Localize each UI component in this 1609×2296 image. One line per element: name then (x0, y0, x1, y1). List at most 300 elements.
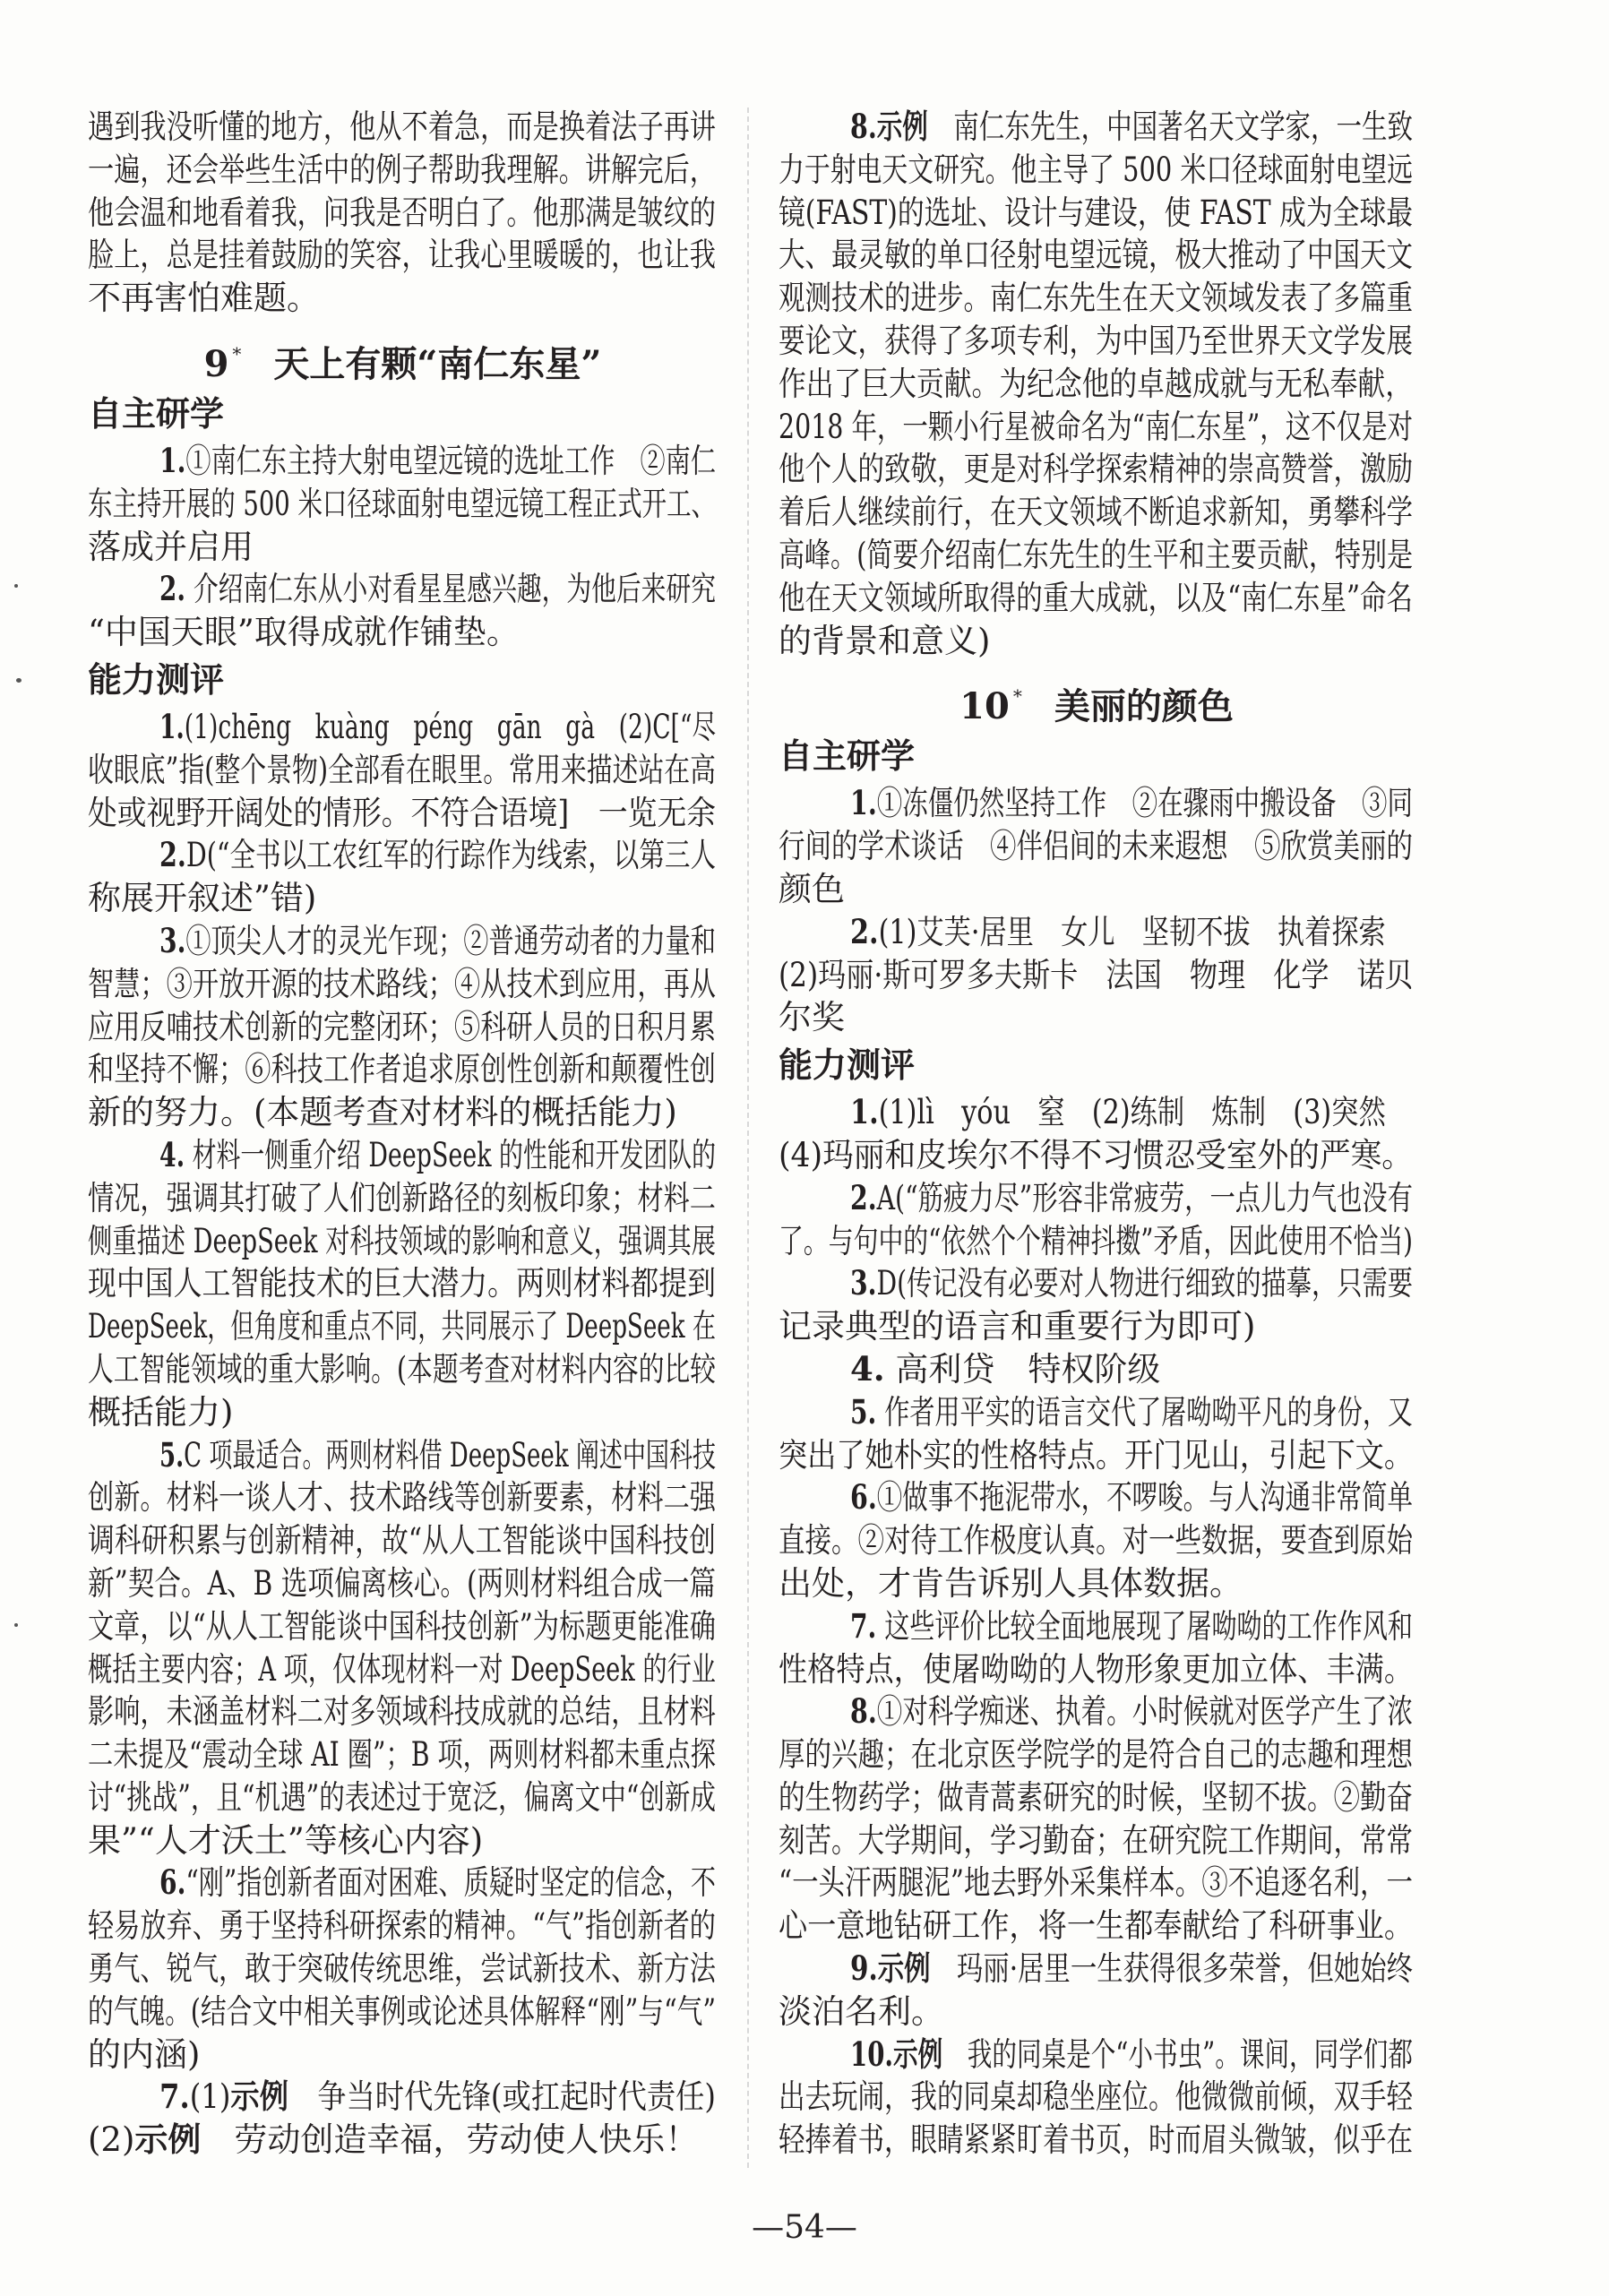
text-line (779, 149, 1415, 192)
item-number: 4. (850, 1348, 885, 1389)
text-line (779, 1391, 1415, 1434)
line-content (779, 1134, 1413, 1177)
line-text: 称展开叙述”错) (88, 879, 317, 918)
line-content (850, 1262, 1413, 1305)
line-text: 新”契合。A、B 选项偏离核心。(两则材料组合成一篇 (88, 1563, 716, 1603)
text-line (88, 1690, 718, 1733)
item-number: 4. (159, 1134, 185, 1174)
item-number: 2. (850, 911, 879, 951)
text-line (779, 996, 1415, 1039)
chapter-number: 9 (203, 342, 229, 385)
line-text: 不再害怕难题。 (88, 279, 320, 318)
text-line (779, 1819, 1415, 1862)
line-content (88, 963, 716, 1006)
line-text: 的气魄。(结合文中相关事例或论述具体解释“刚”与“气” (88, 1991, 716, 2031)
line-text: (2)玛丽·斯可罗多夫斯卡 法国 物理 化学 诺贝 (779, 955, 1413, 994)
line-text: 出去玩闹，我的同桌却稳坐座位。他微微前倾，双手轻 (779, 2077, 1413, 2117)
line-content (779, 448, 1413, 491)
answer-item (779, 1177, 1415, 1263)
item-number: 3. (850, 1263, 877, 1303)
text-line (779, 1605, 1415, 1648)
text-line (88, 1476, 718, 1519)
line-text: 和坚持不懈；⑥科技工作者追求原创性创新和颠覆性创 (88, 1050, 716, 1089)
line-text: 他个人的致敬，更是对科学探索精神的崇高赞誉，激励 (779, 450, 1413, 489)
sub-number: (1) (189, 2077, 231, 2117)
text-line (779, 1690, 1415, 1733)
answer-item (779, 911, 1415, 1039)
line-content (159, 1134, 716, 1177)
line-content (88, 1562, 716, 1605)
item-number: 6. (159, 1862, 186, 1903)
text-line (88, 1091, 718, 1134)
answer-item (88, 706, 718, 834)
line-text: 应用反哺技术创新的完整闭环；⑤科研人员的日积月累 (88, 1007, 716, 1046)
line-text: 创新。材料一谈人才、技术路线等创新要素，材料二强 (88, 1478, 716, 1518)
line-text: 文章，以“从人工智能谈中国科技创新”为标题更能准确 (88, 1606, 716, 1646)
line-content (779, 149, 1413, 192)
text-line (779, 1177, 1415, 1220)
line-text: 观测技术的进步。南仁东先生在天文领域发表了多篇重 (779, 279, 1413, 318)
line-content (779, 491, 1413, 534)
line-text: 玛丽·居里一生获得很多荣誉，但她始终 (930, 1949, 1413, 1989)
line-text: 尔奖 (779, 998, 845, 1037)
text-line (88, 706, 718, 749)
chapter-title (779, 662, 1415, 730)
line-text: “一头汗两腿泥”地去野外采集样本。③不追逐名利，一 (779, 1863, 1413, 1903)
line-content (779, 2076, 1413, 2119)
line-content (779, 320, 1413, 363)
line-text: 脸上，总是挂着鼓励的笑容，让我心里暖暖的，也让我 (88, 236, 716, 275)
example-label: 示例 (893, 2034, 943, 2074)
line-content (159, 2076, 716, 2119)
answer-item (88, 440, 718, 568)
line-content (88, 1948, 716, 1991)
text-line (88, 1048, 718, 1091)
line-text: 心一意地钻研工作，将一生都奉献给了科研事业。 (779, 1906, 1413, 1946)
line-content (88, 1991, 716, 2034)
line-text: 出处，才肯告诉别人具体数据。 (779, 1563, 1243, 1603)
scan-speck (14, 1623, 18, 1627)
line-content (88, 1348, 716, 1391)
example-label: 示例 (134, 2120, 202, 2160)
line-content (88, 1305, 716, 1348)
text-line (88, 568, 718, 611)
text-line (779, 1562, 1415, 1605)
text-line (779, 234, 1415, 277)
item-number: 6. (850, 1477, 877, 1518)
line-text: 讨“挑战”，且“机遇”的表述过于宽泛，偏离文中“创新成 (88, 1777, 716, 1817)
text-line (779, 1091, 1415, 1134)
line-content (850, 1177, 1413, 1220)
line-content (159, 1862, 716, 1905)
line-content (88, 483, 716, 526)
text-line (88, 1434, 718, 1477)
item-number: 8. (850, 1691, 877, 1732)
line-content (779, 234, 1413, 277)
line-content (779, 1776, 1413, 1819)
line-content (88, 1220, 716, 1263)
line-content (779, 192, 1413, 235)
answer-item (779, 1605, 1415, 1691)
line-content (88, 1006, 716, 1049)
answer-item (88, 920, 718, 1134)
line-text: “刚”指创新者面对困难、质疑时坚定的信念，不 (185, 1863, 716, 1903)
answer-item (88, 834, 718, 920)
answer-item (88, 1134, 718, 1434)
line-content (88, 192, 716, 235)
line-text: ①顶尖人才的灵光乍现；②普通劳动者的力量和 (185, 921, 716, 960)
text-line (779, 406, 1415, 449)
line-text: 遇到我没听懂的地方，他从不着急，而是换着法子再讲 (88, 107, 716, 146)
line-text: 勇气、锐气，敢于突破传统思维，尝试新技术、新方法 (88, 1949, 716, 1989)
chapter-name: 天上有颗“南仁东星” (273, 342, 602, 385)
text-line (779, 782, 1415, 825)
text-line (779, 277, 1415, 320)
line-content (88, 1648, 716, 1691)
line-content (88, 749, 716, 792)
item-number: 7. (850, 1605, 877, 1646)
line-text: 收眼底”指(整个景物)全部看在眼里。常用来描述站在高 (88, 750, 716, 789)
line-content (779, 1434, 1413, 1477)
text-line (88, 877, 718, 920)
line-text: 果”“人才沃土”等核心内容) (88, 1820, 484, 1860)
answer-item (88, 568, 718, 654)
text-line (779, 363, 1415, 406)
text-line (88, 1262, 718, 1305)
line-text: 我的同桌是个“小书虫”。课间，同学们都 (942, 2034, 1413, 2074)
line-content (88, 234, 716, 277)
text-line (779, 1519, 1415, 1562)
line-text: C 项最适合。两则材料借 DeepSeek 阐述中国科技 (184, 1435, 717, 1475)
line-text: 智慧；③开放开源的技术路线；④从技术到应用，再从 (88, 964, 716, 1003)
left-column (88, 106, 718, 2162)
line-content (779, 1733, 1413, 1776)
item-number: 8. (850, 107, 877, 146)
line-content (779, 406, 1413, 449)
answer-item (779, 1391, 1415, 1477)
text-line (779, 868, 1415, 911)
line-text: 东主持开展的 500 米口径球面射电望远镜工程正式开工、 (88, 484, 716, 523)
line-text: 的内涵) (88, 2034, 201, 2074)
line-content (850, 1948, 1413, 1991)
line-text: (1)艾芙·居里 女儿 坚韧不拔 执着探索 (878, 912, 1413, 951)
text-line (88, 149, 718, 192)
text-line (779, 1776, 1415, 1819)
text-line (88, 1991, 718, 2034)
item-number: 1. (159, 440, 186, 480)
line-content (88, 1262, 716, 1305)
answer-item (779, 1091, 1415, 1177)
line-content (159, 920, 716, 963)
item-number: 9. (850, 1948, 878, 1989)
line-text: 材料一侧重介绍 DeepSeek 的性能和开发团队的 (185, 1135, 716, 1174)
text-line (779, 1905, 1415, 1948)
line-text: 厚的兴趣；在北京医学院学的是符合自己的志趣和理想 (779, 1735, 1413, 1775)
item-number: 2. (159, 835, 186, 875)
line-text: (1)lì yóu 窒 (2)练制 炼制 (3)突然 (878, 1093, 1413, 1132)
line-content (88, 792, 716, 835)
answer-item (779, 106, 1415, 662)
line-text: 情况，强调其打破了人们创新路径的刻板印象；材料二 (88, 1178, 716, 1217)
line-text: 介绍南仁东从小对看星星感兴趣，为他后来研究 (185, 570, 716, 609)
line-text: 力于射电天文研究。他主导了 500 米口径球面射电望远 (779, 150, 1413, 189)
text-line (88, 2119, 718, 2162)
line-content (88, 1776, 716, 1819)
text-line (779, 1305, 1415, 1348)
scan-speck (16, 678, 22, 683)
text-line (88, 1905, 718, 1948)
line-content (779, 1819, 1413, 1862)
line-text: 要论文，获得了多项专利，为中国乃至世界天文学发展 (779, 321, 1413, 360)
answer-item (88, 2076, 718, 2162)
line-content (779, 954, 1413, 997)
text-line (88, 277, 718, 320)
line-content (850, 2034, 1413, 2077)
text-line (779, 2034, 1415, 2077)
line-text: 轻捧着书，眼睛紧紧盯着书页，时而眉头微皱，似乎在 (779, 2120, 1413, 2160)
text-line (779, 825, 1415, 868)
text-line (88, 2076, 718, 2119)
text-line (88, 920, 718, 963)
answer-item (779, 782, 1415, 910)
line-text: 行间的学术谈话 ④伴侣间的未来遐想 ⑤欣赏美丽的 (779, 827, 1413, 866)
line-text: 刻苦。大学期间，学习勤奋；在研究院工作期间，常常 (779, 1820, 1413, 1860)
text-line (779, 577, 1415, 620)
text-line (88, 1391, 718, 1434)
text-line (88, 1562, 718, 1605)
line-text: 人工智能领域的重大影响。(本题考查对材料内容的比较 (88, 1349, 716, 1389)
line-text: 大、最灵敏的单口径射电望远镜，极大推动了中国天文 (779, 236, 1413, 275)
text-line (88, 792, 718, 835)
line-text: 高利贷 特权阶级 (884, 1349, 1161, 1389)
line-content (779, 534, 1413, 577)
scan-speck (14, 584, 18, 588)
line-content (850, 1476, 1413, 1519)
text-line (88, 1006, 718, 1049)
line-text: ①冻僵仍然坚持工作 ②在骤雨中搬设备 ③同 (876, 784, 1413, 823)
section-heading: 自主研学 (779, 736, 916, 777)
text-line (88, 1819, 718, 1862)
section-heading: 自主研学 (88, 393, 225, 434)
text-line (779, 1220, 1415, 1263)
answer-item (779, 1348, 1415, 1391)
line-content (88, 1476, 716, 1519)
text-line (779, 911, 1415, 954)
section-heading: 能力测评 (88, 659, 225, 700)
sub-number: (2) (88, 2120, 135, 2160)
page-number: —54— (752, 2209, 857, 2246)
text-line (779, 1862, 1415, 1905)
line-text: 的生物药学；做青蒿素研究的时候，坚韧不拔。②勤奋 (779, 1777, 1413, 1817)
item-number: 2. (850, 1177, 877, 1217)
text-line (88, 526, 718, 569)
item-number: 1. (850, 783, 877, 823)
line-content (850, 1605, 1413, 1648)
line-text: 概括主要内容；A 项，仅体现材料一对 DeepSeek 的行业 (88, 1649, 716, 1689)
line-text: D(传记没有必要对人物进行细致的描摹，只需要 (876, 1264, 1413, 1303)
line-content (779, 277, 1413, 320)
line-content (779, 1220, 1413, 1263)
line-content (88, 1690, 716, 1733)
item-number: 1. (850, 1092, 879, 1132)
text-line (88, 2034, 718, 2077)
line-text: “中国天眼”取得成就作铺垫。 (88, 613, 520, 652)
text-line (779, 1476, 1415, 1519)
answer-item (779, 2034, 1415, 2162)
line-text: 他会温和地看着我，问我是否明白了。他那满是皱纹的 (88, 193, 716, 232)
text-line (88, 963, 718, 1006)
line-text: 镜(FAST)的选址、设计与建设，使 FAST 成为全球最 (779, 193, 1413, 232)
line-text: ①南仁东主持大射电望远镜的选址工作 ②南仁 (185, 441, 716, 480)
answer-item (779, 1262, 1415, 1348)
text-line (779, 448, 1415, 491)
answer-item (88, 1434, 718, 1862)
line-text: 轻易放弃、勇于坚持科研探索的精神。“气”指创新者的 (88, 1906, 716, 1946)
example-label: 示例 (877, 1949, 931, 1989)
line-content (88, 1048, 716, 1091)
text-line (88, 440, 718, 483)
text-line (88, 234, 718, 277)
line-text: 高峰。(简要介绍南仁东先生的生平和主要贡献，特别是 (779, 535, 1413, 574)
text-line (779, 320, 1415, 363)
item-number: 3. (159, 920, 186, 960)
line-content (159, 568, 716, 611)
line-text: 现中国人工智能技术的巨大潜力。两则材料都提到 (88, 1264, 716, 1303)
chapter-mark: * (1012, 685, 1022, 708)
line-text: 调科研积累与创新精神，故“从人工智能谈中国科技创 (88, 1521, 716, 1561)
text-line (88, 1177, 718, 1220)
line-text: 的背景和意义) (779, 621, 991, 660)
line-content (779, 1648, 1413, 1691)
text-line (88, 749, 718, 792)
item-number: 5. (159, 1434, 185, 1475)
line-text: A(“筋疲力尽”形容非常疲劳，一点儿力气也没有 (876, 1178, 1413, 1217)
line-text: 这些评价比较全面地展现了屠呦呦的工作作风和 (876, 1606, 1413, 1646)
line-text: 概括能力) (88, 1392, 234, 1432)
line-content (850, 106, 1413, 149)
example-label: 示例 (230, 2077, 288, 2117)
line-text: 落成并启用 (88, 527, 254, 566)
text-line (779, 2076, 1415, 2119)
line-text: 二未提及“震动全球 AI 圈”；B 项，两则材料都未重点探 (88, 1735, 716, 1775)
text-line (88, 1348, 718, 1391)
text-line (779, 1434, 1415, 1477)
text-line (779, 1262, 1415, 1305)
text-line (88, 1733, 718, 1776)
text-line (779, 620, 1415, 663)
line-text: (4)玛丽和皮埃尔不得不习惯忍受室外的严寒。 (779, 1135, 1413, 1174)
answer-item (779, 1948, 1415, 2034)
item-number: 2. (159, 569, 186, 609)
line-content (779, 2119, 1413, 2162)
line-content (88, 149, 716, 192)
text-line (88, 1862, 718, 1905)
line-content (779, 825, 1413, 868)
item-number: 1. (159, 706, 185, 746)
example-label: 示例 (876, 107, 928, 146)
text-line (779, 954, 1415, 997)
text-line (779, 192, 1415, 235)
line-content (850, 1690, 1413, 1733)
line-text: 侧重描述 DeepSeek 对科技领域的影响和意义，强调其展 (88, 1221, 716, 1260)
text-line (88, 1648, 718, 1691)
text-line (88, 1134, 718, 1177)
section-heading: 能力测评 (779, 1045, 916, 1086)
line-content (88, 1605, 716, 1648)
text-line (88, 1220, 718, 1263)
text-line (779, 1134, 1415, 1177)
answer-item (88, 106, 718, 320)
item-number: 7. (159, 2077, 190, 2117)
item-number: 10. (850, 2034, 894, 2074)
line-text: 2018 年，一颗小行星被命名为“南仁东星”，这不仅是对 (779, 407, 1413, 446)
line-text: 新的努力。(本题考查对材料的概括能力) (88, 1093, 677, 1132)
line-content (779, 577, 1413, 620)
chapter-mark: * (232, 342, 242, 365)
line-content (88, 1519, 716, 1562)
line-text: 直接。②对待工作极度认真。对一些数据，要查到原始 (779, 1521, 1413, 1561)
text-line (88, 1776, 718, 1819)
line-text: (1)chēng kuàng péng gān gà (2)C[“尽 (184, 707, 716, 746)
chapter-number: 10 (959, 685, 1010, 728)
line-content (779, 1862, 1413, 1905)
line-text: 劳动创造幸福，劳动使人快乐！ (201, 2120, 699, 2160)
text-line (779, 1733, 1415, 1776)
chapter-title (88, 320, 718, 388)
line-text: 影响，未涵盖材料二对多领域科技成就的总结，且材料 (88, 1692, 716, 1732)
line-content (88, 1733, 716, 1776)
line-text: 了。与句中的“依然个个精神抖擞”矛盾，因此使用不恰当) (779, 1221, 1413, 1260)
answer-item (779, 1690, 1415, 1948)
text-line (88, 1519, 718, 1562)
line-content (850, 1091, 1413, 1134)
line-text: D(“全书以工农红军的行踪作为线索，以第三人 (185, 836, 716, 875)
text-line (88, 611, 718, 654)
line-text: 颜色 (779, 869, 845, 908)
line-text: 南仁东先生，中国著名天文学家，一生致 (927, 107, 1413, 146)
text-line (779, 1991, 1415, 2034)
text-line (779, 491, 1415, 534)
text-line (88, 834, 718, 877)
text-line (779, 1648, 1415, 1691)
text-line (88, 1305, 718, 1348)
line-content (88, 1177, 716, 1220)
line-content (850, 782, 1413, 825)
answer-item (779, 1476, 1415, 1604)
item-number: 5. (850, 1391, 877, 1432)
line-content (779, 1905, 1413, 1948)
line-content (88, 1905, 716, 1948)
line-text: 记录典型的语言和重要行为即可) (779, 1307, 1256, 1346)
text-line (88, 483, 718, 526)
text-line (88, 1605, 718, 1648)
line-text: 处或视野开阔处的情形。不符合语境] 一览无余 (88, 793, 716, 832)
text-line (779, 1348, 1415, 1391)
line-text: 作者用平实的语言交代了屠呦呦平凡的身份，又 (876, 1392, 1413, 1432)
line-content (779, 1519, 1413, 1562)
text-line (88, 106, 718, 149)
line-content (850, 1391, 1413, 1434)
line-content (88, 106, 716, 149)
text-line (779, 106, 1415, 149)
line-text: 作出了巨大贡献。为纪念他的卓越成就与无私奉献， (779, 364, 1413, 403)
line-content (159, 834, 716, 877)
line-content (159, 440, 716, 483)
text-line (779, 1948, 1415, 1991)
right-column (779, 106, 1415, 2162)
line-text: 突出了她朴实的性格特点。开门见山，引起下文。 (779, 1435, 1413, 1475)
text-line (779, 2119, 1415, 2162)
